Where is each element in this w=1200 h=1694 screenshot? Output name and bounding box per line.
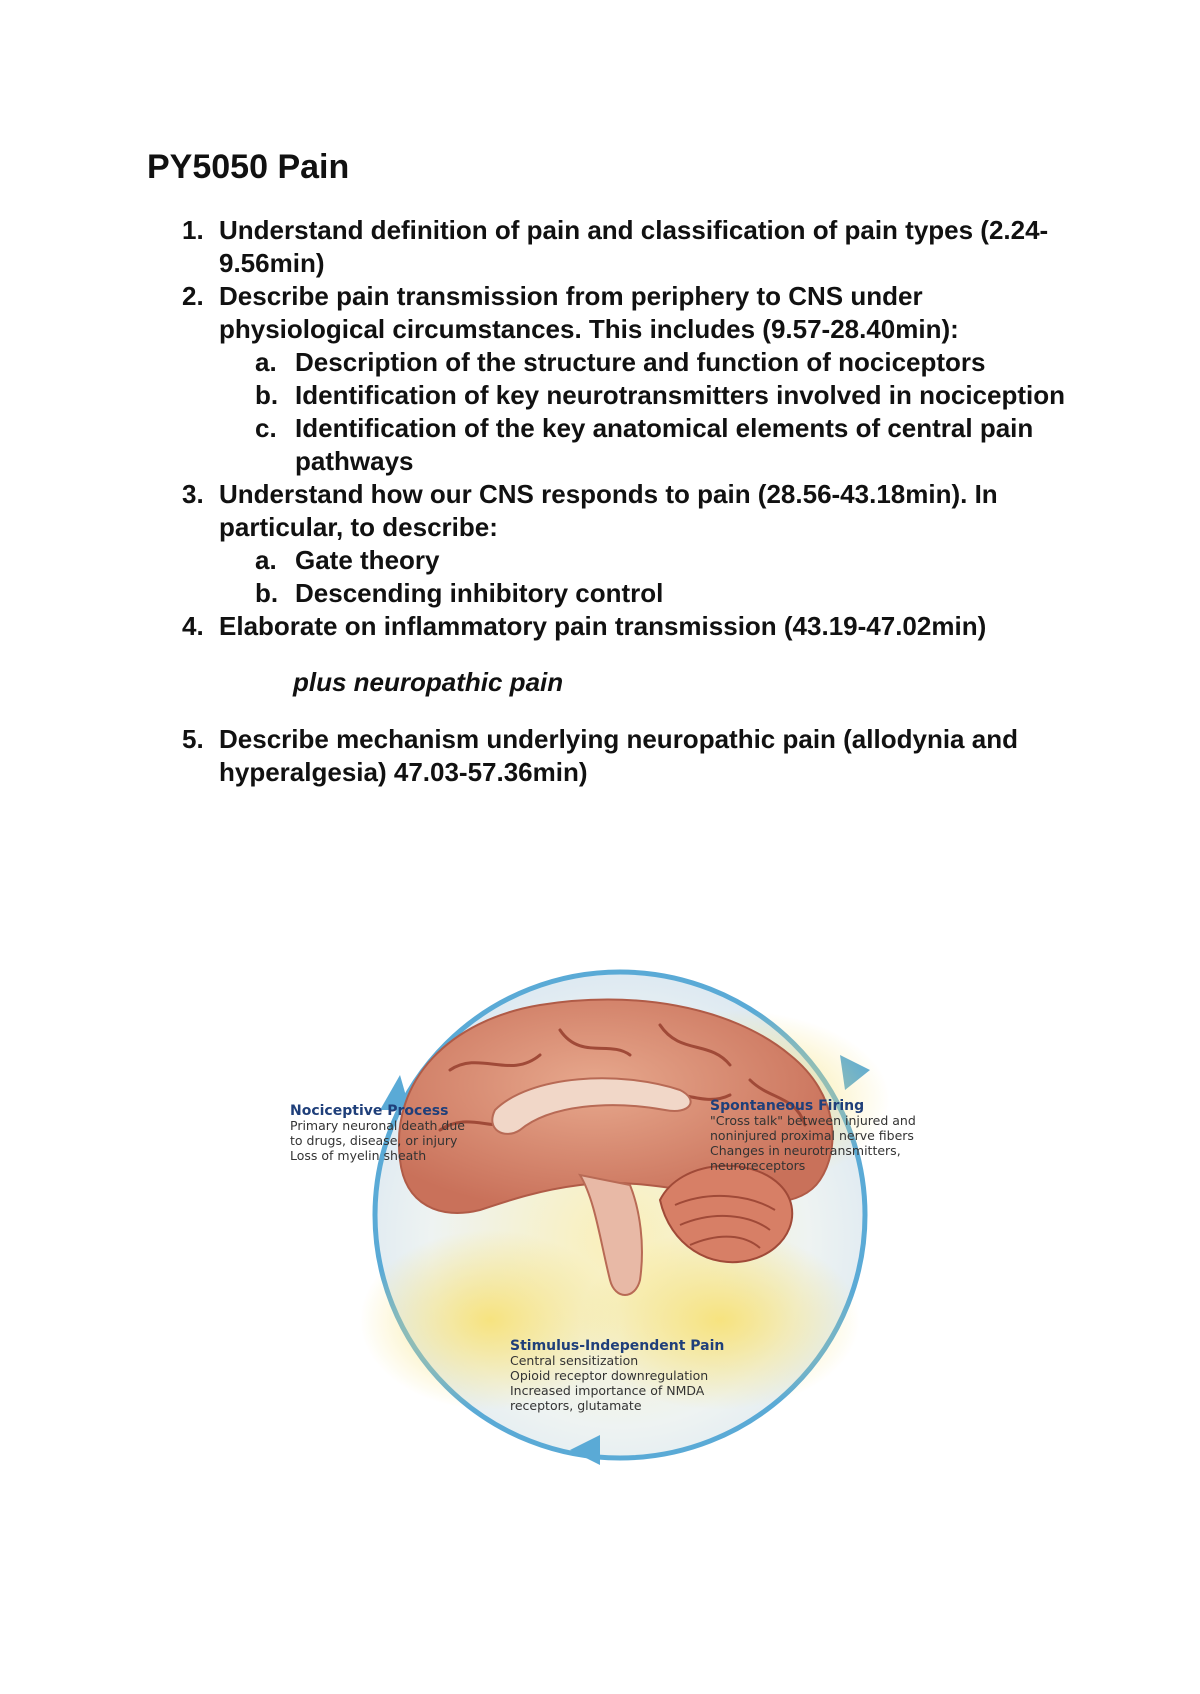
objective-1 <box>147 214 1077 280</box>
sub-text: Description of the structure and function of nociceptors <box>295 347 986 377</box>
objective-3a <box>147 544 1077 577</box>
objective-text: Describe mechanism underlying neuropathic pain (allodynia and hyperalgesia) 47.03-57.36min) <box>219 724 1018 787</box>
learning-objectives-list <box>147 214 1077 789</box>
objective-text: Elaborate on inflammatory pain transmission (43.19-47.02min) <box>219 611 987 641</box>
label-line: receptors, glutamate <box>510 1398 642 1413</box>
sub-letter: c. <box>255 413 277 443</box>
label-line: Increased importance of NMDA <box>510 1383 705 1398</box>
objective-2 <box>147 280 1077 346</box>
sub-text: Identification of key neurotransmitters involved in nociception <box>295 380 1066 410</box>
objective-2b <box>147 379 1077 412</box>
label-line: Changes in neurotransmitters, <box>710 1143 901 1158</box>
label-line: "Cross talk" between injured and <box>710 1113 916 1128</box>
objective-2c <box>147 412 1077 478</box>
label-line: Loss of myelin sheath <box>290 1148 427 1163</box>
sub-text: Identification of the key anatomical elements of central pain pathways <box>295 413 1034 476</box>
sub-text: Descending inhibitory control <box>295 578 664 608</box>
label-line: to drugs, disease, or injury <box>290 1133 458 1148</box>
objective-number: 1. <box>182 215 204 245</box>
label-line: noninjured proximal nerve fibers <box>710 1128 914 1143</box>
objective-number: 5. <box>182 724 204 754</box>
objective-5 <box>147 723 1077 789</box>
label-line: neuroreceptors <box>710 1158 806 1173</box>
objective-3b <box>147 577 1077 610</box>
objective-text: Understand how our CNS responds to pain (28.56-43.18min). In particular, to describe: <box>219 479 998 542</box>
objective-number: 4. <box>182 611 204 641</box>
label-line: Primary neuronal death due <box>290 1118 465 1133</box>
label-title: Spontaneous Firing <box>710 1098 865 1114</box>
label-title: Nociceptive Process <box>290 1103 449 1119</box>
objective-number: 2. <box>182 281 204 311</box>
sub-letter: a. <box>255 545 277 575</box>
italic-note: plus neuropathic pain <box>293 667 564 697</box>
sub-letter: b. <box>255 380 279 410</box>
objective-text: Understand definition of pain and classification of pain types (2.24-9.56min) <box>219 215 1049 278</box>
page-title: PY5050 Pain <box>147 148 350 186</box>
label-title: Stimulus-Independent Pain <box>510 1338 725 1354</box>
sub-letter: b. <box>255 578 279 608</box>
objective-3 <box>147 478 1077 544</box>
neuropathic-pain-cycle-figure <box>280 960 940 1480</box>
objective-number: 3. <box>182 479 204 509</box>
objective-text: Describe pain transmission from periphery to CNS under physiological circumstances. This includes (9.57-28.40min): <box>219 281 959 344</box>
label-line: Opioid receptor downregulation <box>510 1368 709 1383</box>
label-line: Central sensitization <box>510 1353 639 1368</box>
objective-2a <box>147 346 1077 379</box>
objective-4 <box>147 610 1077 643</box>
sub-letter: a. <box>255 347 277 377</box>
sub-text: Gate theory <box>295 545 440 575</box>
